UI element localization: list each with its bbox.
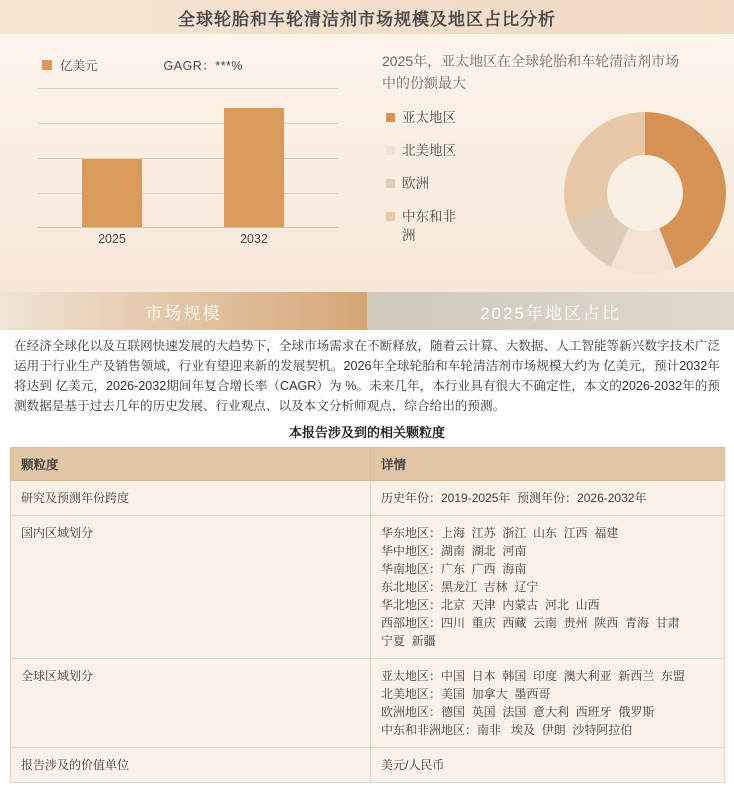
detail-line: 华东地区：上海 江苏 浙江 山东 江西 福建	[381, 526, 619, 540]
legend-swatch-icon	[386, 179, 395, 188]
detail-line: 美元/人民币	[381, 758, 445, 772]
detail-line: 宁夏 新疆	[381, 634, 436, 648]
detail-line: 华中地区：湖南 湖北 河南	[381, 544, 527, 558]
bar-series	[38, 107, 338, 227]
table-header-granularity: 颗粒度	[11, 448, 371, 481]
table-row	[11, 659, 725, 748]
body-paragraph: 在经济全球化以及互联网快速发展的大趋势下，全球市场需求在不断释放，随着云计算、大数据、人工智能等新兴数字技术广泛运用于行业生产及销售领域，行业有望迎来新的发展契机。2026年全球轮胎和车轮清洁剂市场规模大约为 亿美元，预计2032年将达到 亿美元，2026-2032期间年复合增长率（CAGR）为 %。未来几年，本行业具有很大不确定性，本文的2026-2032年的预测数据是基于过去几年的历史发展、行业观点、以及本文分析师观点，综合给出的预测。	[14, 339, 720, 413]
legend-swatch-icon	[386, 212, 395, 221]
region-share-panel	[364, 34, 734, 292]
x-axis	[38, 227, 338, 228]
detail-line: 亚太地区：中国 日本 韩国 印度 澳大利亚 新西兰 东盟	[381, 669, 686, 683]
table-row	[11, 748, 725, 783]
table-row	[11, 516, 725, 659]
cagr-annotation: GAGR：***%	[163, 59, 244, 73]
donut-legend	[386, 108, 468, 259]
detail-line: 中东和非洲地区：南非 埃及 伊朗 沙特阿拉伯	[381, 723, 633, 737]
table-row	[11, 481, 725, 516]
donut-chart	[564, 112, 726, 274]
legend-item-europe	[386, 174, 468, 193]
region-share-title: 2025年，亚太地区在全球轮胎和车轮清洁剂市场中的份额最大	[382, 53, 680, 91]
page-header	[0, 0, 734, 34]
row-detail	[371, 659, 725, 748]
row-label: 全球区域划分	[11, 659, 371, 748]
legend-swatch-icon	[386, 146, 395, 155]
x-tick-2025: 2025	[98, 232, 126, 246]
detail-line: 西部地区：四川 重庆 西藏 云南 贵州 陕西 青海 甘肃	[381, 616, 680, 630]
row-label: 研究及预测年份跨度	[11, 481, 371, 516]
legend-label: 中东和非洲	[402, 209, 456, 243]
detail-line: 华南地区：广东 广西 海南	[381, 562, 527, 576]
x-tick-labels	[38, 232, 338, 252]
charts-area	[0, 34, 734, 292]
legend-swatch-icon	[386, 113, 395, 122]
detail-line: 北美地区：美国 加拿大 墨西哥	[381, 687, 551, 701]
bar-2025	[82, 159, 142, 227]
page-title: 全球轮胎和车轮清洁剂市场规模及地区占比分析	[178, 9, 556, 29]
row-detail	[371, 748, 725, 783]
bar-2032	[224, 108, 284, 227]
bar-chart	[38, 88, 338, 258]
detail-line: 历史年份：2019-2025年 预测年份：2026-2032年	[381, 491, 647, 505]
x-tick-2032: 2032	[240, 232, 268, 246]
legend-label: 亚太地区	[402, 110, 456, 125]
bar-legend-label: 亿美元	[60, 59, 98, 73]
table-header-detail: 详情	[371, 448, 725, 481]
detail-line: 华北地区：北京 天津 内蒙古 河北 山西	[381, 598, 600, 612]
table-header-row	[11, 448, 725, 481]
section-title-market-size: 市场规模	[0, 292, 367, 330]
bar-chart-legend	[42, 56, 352, 74]
grid-line	[38, 88, 338, 89]
legend-item-north-america	[386, 141, 468, 160]
legend-label: 北美地区	[402, 143, 456, 158]
row-detail	[371, 481, 725, 516]
legend-item-mea	[386, 207, 468, 245]
detail-line: 东北地区：黑龙江 吉林 辽宁	[381, 580, 539, 594]
section-bars	[0, 292, 734, 330]
legend-label: 欧洲	[402, 176, 429, 191]
donut-ring	[564, 112, 726, 274]
detail-line: 欧洲地区：德国 英国 法国 意大利 西班牙 俄罗斯	[381, 705, 655, 719]
granularity-subtitle: 本报告涉及到的相关颗粒度	[288, 425, 445, 440]
legend-item-apac	[386, 108, 468, 127]
row-detail	[371, 516, 725, 659]
section-title-region-share: 2025年地区占比	[367, 292, 734, 330]
market-size-panel	[0, 34, 364, 292]
row-label: 报告涉及的价值单位	[11, 748, 371, 783]
legend-swatch-icon	[42, 60, 52, 70]
granularity-table	[10, 447, 725, 783]
row-label: 国内区域划分	[11, 516, 371, 659]
